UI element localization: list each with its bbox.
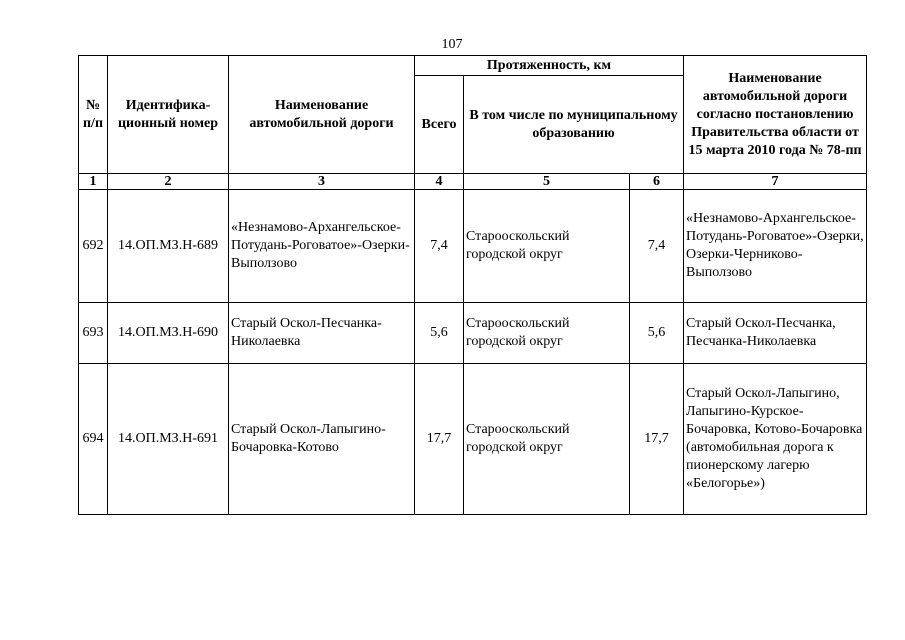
header-road-name: Наименование автомобильной дороги (229, 56, 415, 174)
column-number: 7 (684, 174, 867, 190)
row-road-name: Старый Оскол-Лапыгино-Бочаровка-Котово (229, 364, 415, 515)
header-length: Протяженность, км (415, 56, 684, 76)
header-total: Всего (415, 76, 464, 174)
row-id: 14.ОП.МЗ.Н-690 (108, 303, 229, 364)
column-number: 4 (415, 174, 464, 190)
table-row (79, 364, 867, 515)
row-gov-name: Старый Оскол-Песчанка, Песчанка-Николаевка (684, 303, 867, 364)
column-number: 5 (464, 174, 630, 190)
row-municipal-km: 17,7 (630, 364, 684, 515)
row-municipal-km: 7,4 (630, 190, 684, 303)
column-number: 6 (630, 174, 684, 190)
header-municipal: В том числе по муниципальному образованию (464, 76, 684, 174)
column-number: 2 (108, 174, 229, 190)
header-gov-name: Наименование автомобильной дороги согласно постановлению Правительства области от 15 марта 2010 года № 78-пп (684, 56, 867, 174)
header-num: № п/п (79, 56, 108, 174)
row-gov-name: Старый Оскол-Лапыгино, Лапыгино-Курское-Бочаровка, Котово-Бочаровка (автомобильная дорога к пионерскому лагерю «Белогорье») (684, 364, 867, 515)
row-road-name: «Незнамово-Архангельское-Потудань-Роговатое»-Озерки-Выползово (229, 190, 415, 303)
row-municipality: Старооскольский городской округ (464, 190, 630, 303)
row-id: 14.ОП.МЗ.Н-691 (108, 364, 229, 515)
table-row (79, 190, 867, 303)
row-municipal-km: 5,6 (630, 303, 684, 364)
row-municipality: Старооскольский городской округ (464, 303, 630, 364)
table-row (79, 303, 867, 364)
row-gov-name: «Незнамово-Архангельское-Потудань-Роговатое»-Озерки, Озерки-Черниково-Выползово (684, 190, 867, 303)
row-total-km: 7,4 (415, 190, 464, 303)
column-number: 3 (229, 174, 415, 190)
column-number: 1 (79, 174, 108, 190)
row-id: 14.ОП.МЗ.Н-689 (108, 190, 229, 303)
row-total-km: 17,7 (415, 364, 464, 515)
header-id: Идентифика-ционный номер (108, 56, 229, 174)
row-number: 693 (79, 303, 108, 364)
row-number: 694 (79, 364, 108, 515)
row-total-km: 5,6 (415, 303, 464, 364)
row-number: 692 (79, 190, 108, 303)
roads-table (78, 55, 867, 515)
row-road-name: Старый Оскол-Песчанка-Николаевка (229, 303, 415, 364)
page-number: 107 (441, 37, 463, 52)
row-municipality: Старооскольский городской округ (464, 364, 630, 515)
